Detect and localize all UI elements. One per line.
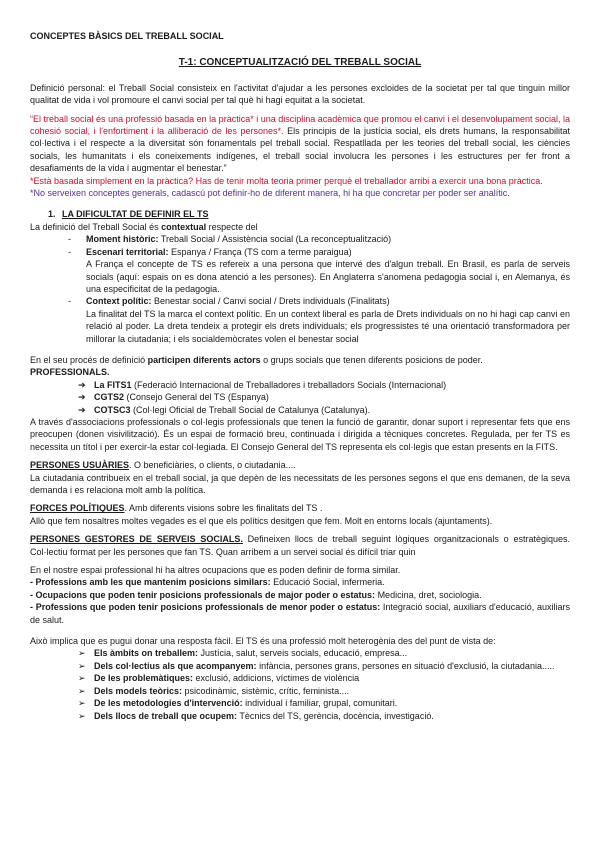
users-paragraph: PERSONES USUÀRIES. O beneficiàries, o clients, o ciutadania....: [30, 460, 296, 471]
note-practice: *Està basada simplement en la pràctica? Has de tenir molta teoria primer perquè el treballador arribi a exercir una bona pràctica.: [30, 175, 543, 186]
section-title: LA DIFICULTAT DE DEFINIR EL TS: [62, 209, 209, 220]
triangle-bullet-icon: ➢: [78, 648, 86, 659]
list-item: ➢ Dels llocs de treball que ocupem: Tècnics del TS, gerència, docència, investigació.: [78, 710, 434, 721]
occupation-line: - Professions que poden tenir posicions professionals de menor poder o estatus: Integració social, auxiliars d'educació, auxiliars de salut.: [30, 602, 571, 625]
document-title: CONCEPTES BÀSICS DEL TREBALL SOCIAL: [30, 31, 224, 41]
section-heading: 1. LA DIFICULTAT DE DEFINIR EL TS: [48, 209, 209, 220]
occupations-intro: En el nostre espai professional hi ha altres ocupacions que es poden definir de forma similar.: [30, 565, 401, 576]
list-item: ➔ COTSC3 (Col·legi Oficial de Treball Social de Catalunya (Catalunya).: [78, 404, 371, 415]
personal-definition: Definició personal: el Treball Social consisteix en l'activitat d'ajudar a les persones excloides de la societat per tal que tinguin millor qualitat de vida i vol promoure el canvi social per tal què hi hagi equitat a la societat.: [30, 82, 570, 106]
managers-paragraph: PERSONES GESTORES DE SERVEIS SOCIALS. Defineixen llocs de treball seguint lògiques organitzacionals o estratègiques. Col·lectiu format per les persones que fan TS. Quan arribem a un servei social és difícil triar quin: [30, 534, 570, 557]
occupation-line: - Ocupacions que poden tenir posicions professionals de major poder o estatus: Medicina, dret, sociologia.: [30, 589, 482, 600]
triangle-bullet-icon: ➢: [78, 660, 86, 671]
list-item: ➢ De les metodologies d'intervenció: individual i familiar, grupal, comunitari.: [78, 698, 398, 709]
actors-paragraph: En el seu procés de definició participen diferents actors o grups socials que tenen diferents posicions de poder.: [30, 354, 483, 365]
heterogeneity-intro: Això implica que es pugui donar una resposta fàcil. El TS és una professió molt heterogènia des del punt de vista de:: [30, 636, 496, 647]
quote-highlighted: “El treball social és una professió basada en la pràctica* i una disciplina acadèmica que promou el canvi i el desenvolupament social, la cohesió social, i l'enfortiment i la alliberació de les persones*.: [30, 113, 570, 137]
list-item: ➢ Dels col·lectius als que acompanyem: infància, persones grans, persones en situació d'exclusió, la ciutadania.....: [78, 660, 555, 671]
list-item-detail: La finalitat del TS la marca el context polític. En un context liberal es parla de Drets individuals on no hi hagi cap canvi en relació al poder. La dreta tendeix a protegir els drets individuals; els progressistes té una orientació transformadora per millorar la ciutadania; i els socialdemòcrates volen el benestar social: [86, 308, 570, 344]
occupation-line: - Professions amb les que mantenim posicions similars: Educació Social, infermeria.: [30, 577, 385, 588]
users-text: La ciutadania contribueix en el treball social, ja que depèn de les necessitats de les persones segons el que ens demanen, de la seva demanda i es relaciona molt amb la política.: [30, 472, 570, 495]
list-item: ➢ De les problemàtiques: exclusió, addicions, víctimes de violència: [78, 673, 360, 684]
triangle-bullet-icon: ➢: [78, 685, 86, 696]
list-item: - Context polític: Benestar social / Canvi social / Drets individuals (Finalitats) La finalitat del TS la marca el context polític. En un context liberal es parla de Drets individuals on no hi hagi cap canvi en relació al poder. La dreta tendeix a protegir els drets individuals; els progressistes té una orientació transformadora per millorar la ciutadania; i els socialdemòcrates volen el benestar social: [68, 296, 570, 344]
list-item: - Escenari territorial: Espanya / França (TS com a terme paraigua) A França el concepte de TS es refereix a una persona que intervé des d'algun treball. En Brasil, es parla de serveis socials (aquí: espais on es dona atenció a les persones). En Anglaterra s'anomena pedagogia social i, en Alemanya, és una especificitat de la pedagogia.: [68, 246, 570, 294]
list-item: ➢ Dels models teòrics: psicodinàmic, sistèmic, crític, feminista....: [78, 685, 350, 696]
list-item: ➔ La FITS1 (Federació Internacional de Treballadores i treballadors Socials (Internacional): [78, 379, 447, 390]
political-forces-text: Allò que fem nosaltres moltes vegades es el que els polítics desitgen que fem. Molt en entorns locals (ajuntaments).: [30, 515, 493, 526]
topic-title: T-1: CONCEPTUALITZACIÓ DEL TREBALL SOCIAL: [178, 57, 422, 69]
professionals-list: [78, 379, 570, 416]
list-item-detail: A França el concepte de TS es refereix a una persona que intervé des d'algun treball. En Brasil, es parla de serveis socials (aquí: espais on es dona atenció a les persones). En Anglaterra s'anomena pedagogia social i, en Alemanya, és una especificitat de la pedagogia.: [86, 259, 570, 294]
heterogeneity-list: [78, 647, 570, 721]
political-forces-paragraph: FORCES POLÍTIQUES. Amb diferents visions sobre les finalitats del TS .: [30, 503, 323, 514]
quote-rest: Els principis de la justícia social, els drets humans, la responsabilitat col·lectiva i el respecte a la diversitat són fonamentals pel treball social. Respatllada per les teories del treball social, les ciències socials, les humanitats i els coneixements indígenes, el treball social involucra les persones i les estructures per fer front a desafiaments de la vida i augmentar el benestar.”: [30, 126, 570, 174]
list-item: ➢ Els àmbits on treballem: Justícia, salut, serveis socials, educació, empresa...: [78, 648, 408, 659]
arrow-icon: ➔: [78, 404, 86, 415]
document-page: [30, 30, 570, 722]
context-list: [68, 233, 570, 345]
arrow-icon: ➔: [78, 392, 86, 403]
list-item: ➔ CGTS2 (Consejo General del TS (Espanya): [78, 392, 269, 403]
list-item: - Moment històric: Treball Social / Assistència social (La reconceptualització): [68, 234, 392, 245]
definition-quote: [30, 113, 570, 175]
arrow-icon: ➔: [78, 379, 86, 390]
professionals-heading: PROFESSIONALS.: [30, 367, 110, 378]
triangle-bullet-icon: ➢: [78, 698, 86, 709]
triangle-bullet-icon: ➢: [78, 710, 86, 721]
triangle-bullet-icon: ➢: [78, 673, 86, 684]
professionals-text: A través d'associacions professionals o col·legis professionals que tenen la funció de garantir, donar suport i representar fets que ens preocupen (donen visivilització). És un espai de formació breu, continuada i dirigida a tècniques concretes. Regulada, per fer TS es necessita un títol i per exercir-la estar col·legiada. El Consejo General del TS representa els col·legis que estan presents en la FITS.: [30, 416, 570, 452]
section-intro: La definició del Treball Social és contextual respecte del: [30, 221, 258, 232]
note-concepts: *No serveixen conceptes generals, cadascú pot definir-ho de diferent manera, hi ha que concretar per poder ser analític.: [30, 188, 510, 199]
